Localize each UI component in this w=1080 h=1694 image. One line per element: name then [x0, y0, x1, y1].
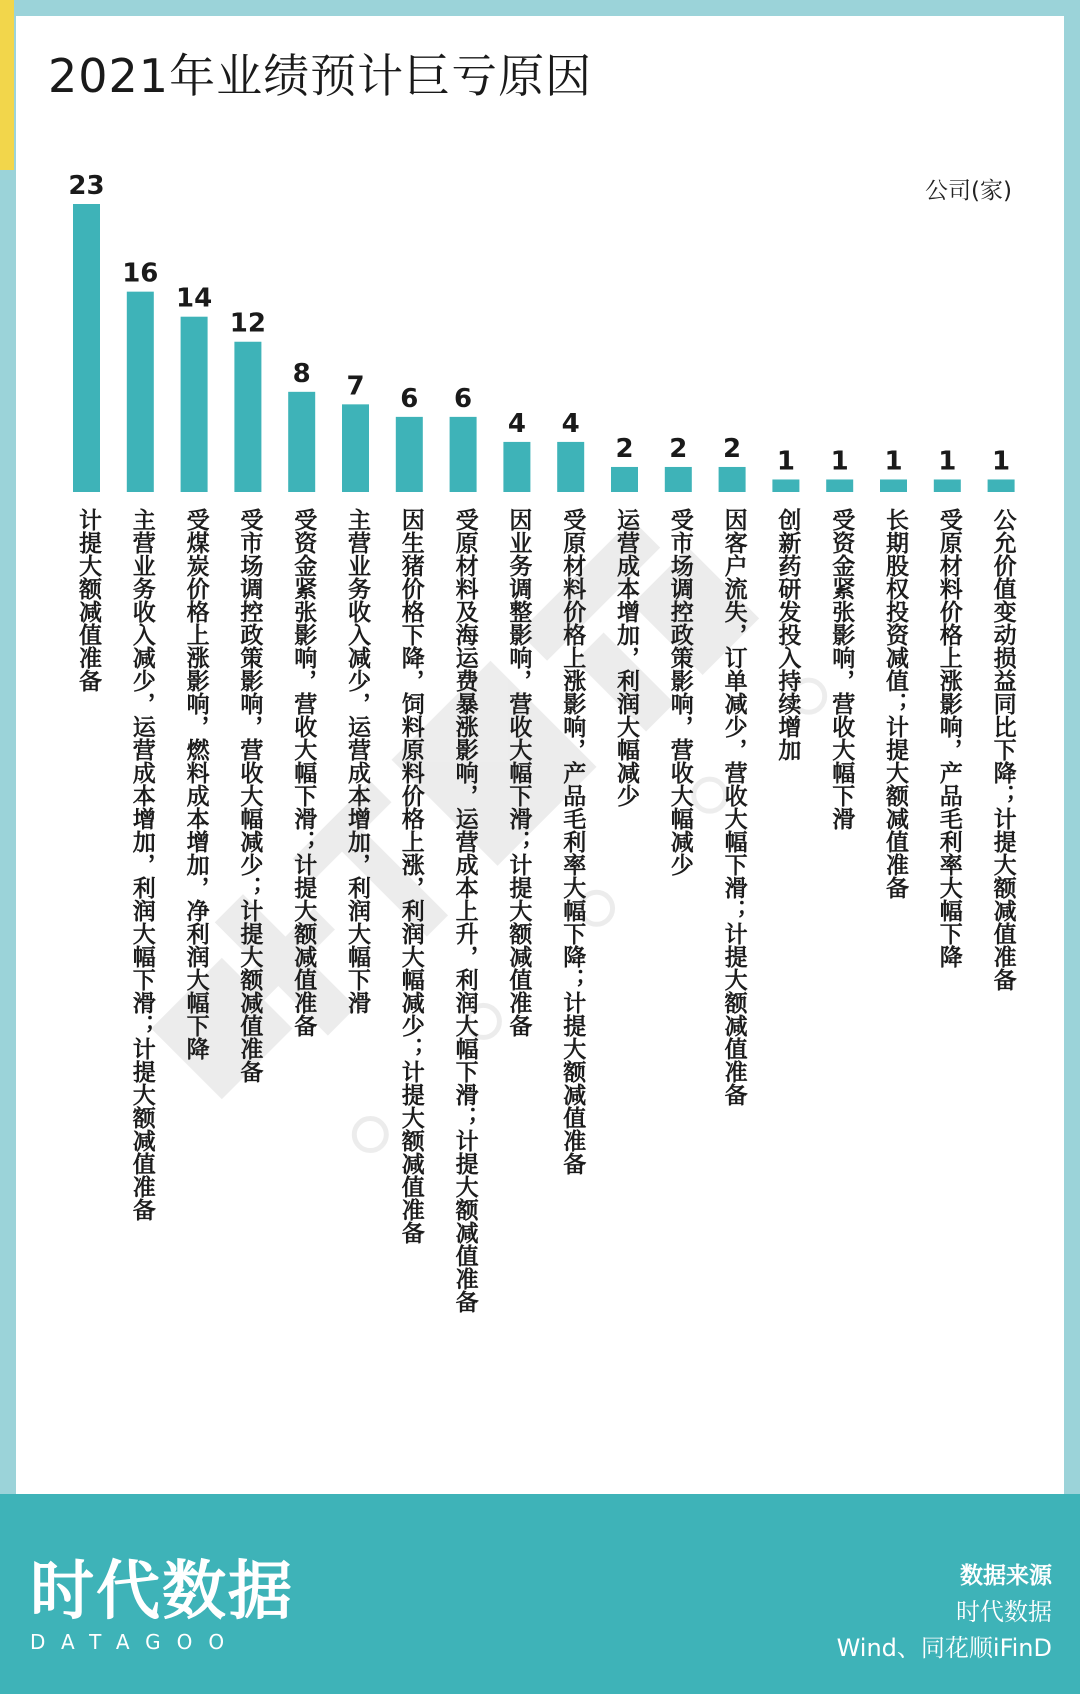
category-label: 主营业务收入减少，运营成本增加，利润大幅下滑；计提大额减值准备: [128, 508, 155, 1221]
unit-label: 公司(家): [925, 178, 1012, 204]
bar-14: [772, 479, 799, 492]
bar-5: [288, 392, 315, 492]
bar-2: [127, 292, 154, 492]
bar-12: [665, 467, 692, 492]
bar-value-label: 12: [229, 308, 266, 339]
chart-title: 2021年业绩预计巨亏原因: [48, 49, 593, 103]
logo-subtext: DATAGOO: [30, 1630, 241, 1654]
bar-value-label: 4: [561, 408, 580, 439]
bar-9: [503, 442, 530, 492]
bar-value-label: 16: [122, 258, 159, 289]
category-label: 受资金紧张影响，营收大幅下滑；计提大额减值准备: [290, 508, 317, 1037]
bar-4: [234, 342, 261, 492]
brand-logo: [30, 1556, 294, 1654]
category-label: 计提大额减值准备: [75, 508, 101, 692]
category-label: 受煤炭价格上涨影响，燃料成本增加，净利润大幅下降: [182, 508, 209, 1060]
bar-value-label: 1: [830, 446, 849, 477]
bar-value-label: 2: [615, 433, 634, 464]
bar-value-label: 14: [176, 283, 213, 314]
source-title: 数据来源: [960, 1563, 1052, 1589]
bar-17: [934, 479, 961, 492]
bar-value-label: 7: [346, 371, 365, 402]
bar-1: [73, 204, 100, 492]
data-source: [837, 1558, 1052, 1666]
bar-18: [988, 479, 1015, 492]
category-label: 长期股权投资减值；计提大额减值准备: [882, 508, 908, 899]
bar-value-label: 6: [454, 383, 473, 414]
bar-10: [557, 442, 584, 492]
bar-value-label: 1: [884, 446, 903, 477]
logo-text: 时代数据: [30, 1555, 294, 1629]
category-label: 主营业务收入减少，运营成本增加，利润大幅下滑: [344, 508, 370, 1014]
category-label: 因业务调整影响，营收大幅下滑；计提大额减值准备: [505, 508, 532, 1037]
category-label: 受原材料价格上涨影响，产品毛利率大幅下降；计提大额减值准备: [559, 508, 586, 1175]
category-label: 创新药研发投入持续增加: [774, 508, 801, 761]
bar-7: [396, 417, 423, 492]
category-label: 受资金紧张影响，营收大幅下滑: [828, 508, 855, 830]
bar-value-label: 6: [400, 383, 419, 414]
bar-15: [826, 479, 853, 492]
category-label: 因生猪价格下降，饲料原料价格上涨，利润大幅减少；计提大额减值准备: [397, 508, 424, 1244]
bar-value-label: 1: [938, 446, 957, 477]
bar-value-label: 23: [68, 171, 105, 201]
source-line-1: 时代数据: [956, 1598, 1052, 1626]
bar-3: [181, 317, 208, 492]
bar-value-label: 2: [723, 433, 742, 464]
category-label: 因客户流失，订单减少，营收大幅下滑；计提大额减值准备: [720, 508, 747, 1106]
bar-11: [611, 467, 638, 492]
category-label: 运营成本增加，利润大幅减少: [613, 508, 639, 807]
bar-8: [450, 417, 477, 492]
bar-value-label: 1: [992, 446, 1011, 477]
bar-value-label: 2: [669, 433, 688, 464]
bar-16: [880, 479, 907, 492]
category-label: 受市场调控政策影响，营收大幅减少；计提大额减值准备: [236, 508, 263, 1083]
bar-13: [719, 467, 746, 492]
bar-value-label: 1: [776, 446, 795, 477]
bar-value-label: 4: [507, 408, 526, 439]
category-label: 受市场调控政策影响，营收大幅减少: [666, 508, 693, 876]
category-label: 受原材料价格上涨影响，产品毛利率大幅下降: [935, 508, 962, 968]
category-label: 受原材料及海运费暴涨影响，运营成本上升，利润大幅下滑；计提大额减值准备: [451, 508, 478, 1313]
category-label: 公允价值变动损益同比下降；计提大额减值准备: [989, 508, 1016, 991]
bar-value-label: 8: [292, 358, 311, 389]
bar-6: [342, 404, 369, 492]
source-line-2: Wind、同花顺iFinD: [836, 1634, 1052, 1662]
